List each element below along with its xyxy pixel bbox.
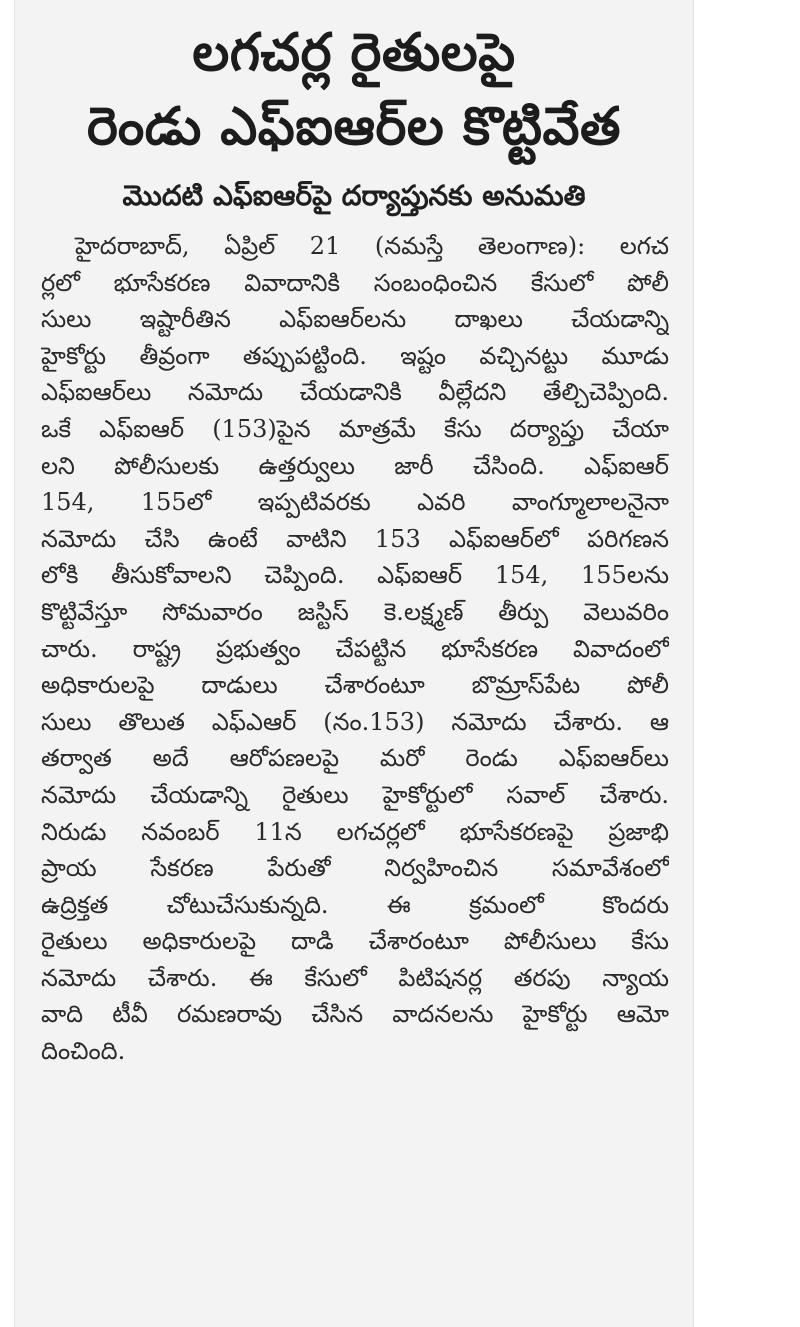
body-line: దించింది. [41,1037,126,1066]
body-line: ఎఫ్‌ఐఆర్‌లు నమోదు చేయడానికి వీల్లేదని తేల్చిచెప్పింది. [41,378,669,407]
body-line: ప్రాయ సేకరణ పేరుతో నిర్వహించిన సమావేశంలో [41,854,669,883]
headline-line-2: రెండు ఎఫ్‌ఐఆర్‌ల కొట్టివేత [87,97,621,157]
newspaper-clipping [14,0,694,1327]
article-body [15,228,693,1070]
body-line: లని పోలీసులకు ఉత్తర్వులు జారీ చేసింది. ఎఫ్‌ఐఆర్‌ [41,451,669,480]
headline-line-1: లగచర్ల రైతులపై [192,23,516,83]
headline [15,16,693,164]
body-line: సులు తొలుత ఎఫ్‌ఎఆర్‌ (నం.153) నమోదు చేశారు. ఆ [41,707,669,736]
body-line: చారు. రాష్ట్ర ప్రభుత్వం చేపట్టిన భూసేకరణ వివాదంలో [41,634,669,663]
body-line: హైదరాబాద్‌, ఏప్రిల్‌ 21 (నమస్తే తెలంగాణ): లగచ [75,232,669,260]
body-line: నమోదు చేసి ఉంటే వాటిని 153 ఎఫ్‌ఐఆర్‌లో పరిగణన [41,524,669,553]
body-line: ర్లలో భూసేకరణ వివాదానికి సంబంధించిన కేసులో పోలీ [41,268,669,297]
body-line: సులు ఇష్టారీతిన ఎఫ్‌ఐఆర్‌లను దాఖలు చేయడాన్ని [41,305,669,334]
body-line: హైకోర్టు తీవ్రంగా తప్పుపట్టింది. ఇష్టం వచ్చినట్టు మూడు [41,341,669,370]
body-line: తర్వాత అదే ఆరోపణలపై మరో రెండు ఎఫ్‌ఐఆర్‌లు [41,744,669,773]
body-line: రైతులు అధికారులపై దాడి చేశారంటూ పోలీసులు కేసు [41,927,669,956]
body-line: నమోదు చేశారు. ఈ కేసులో పిటిషనర్ల తరపు న్యాయ [41,963,669,992]
body-line: వాది టీవీ రమణరావు చేసిన వాదనలను హైకోర్టు ఆమో [41,1000,669,1029]
body-line: లోకి తీసుకోవాలని చెప్పింది. ఎఫ్‌ఐఆర్‌ 154, 155లను [41,561,669,590]
body-line: కొట్టివేస్తూ సోమవారం జస్టిస్‌ కె.లక్ష్మణ్‌ తీర్పు వెలువరిం [41,597,669,626]
body-line: నిరుడు నవంబర్‌ 11న లగచర్లలో భూసేకరణపై ప్రజాభి [41,817,669,846]
body-line: ఉద్రిక్తత చోటుచేసుకున్నది. ఈ క్రమంలో కొందరు [41,890,669,919]
subheadline: మొదటి ఎఫ్‌ఐఆర్‌పై దర్యాప్తునకు అనుమతి [122,179,586,212]
body-line: ఒకే ఎఫ్‌ఐఆర్‌ (153)పైన మాత్రమే కేసు దర్యాప్తు చేయా [41,414,669,443]
body-line: నమోదు చేయడాన్ని రైతులు హైకోర్టులో సవాల్‌ చేశారు. [41,780,669,809]
body-line: అధికారులపై దాడులు చేశారంటూ బొమ్రాస్‌పేట పోలీ [41,671,669,700]
body-line: 154, 155లో ఇప్పటివరకు ఎవరి వాంగ్మూలాలనైనా [41,488,669,517]
